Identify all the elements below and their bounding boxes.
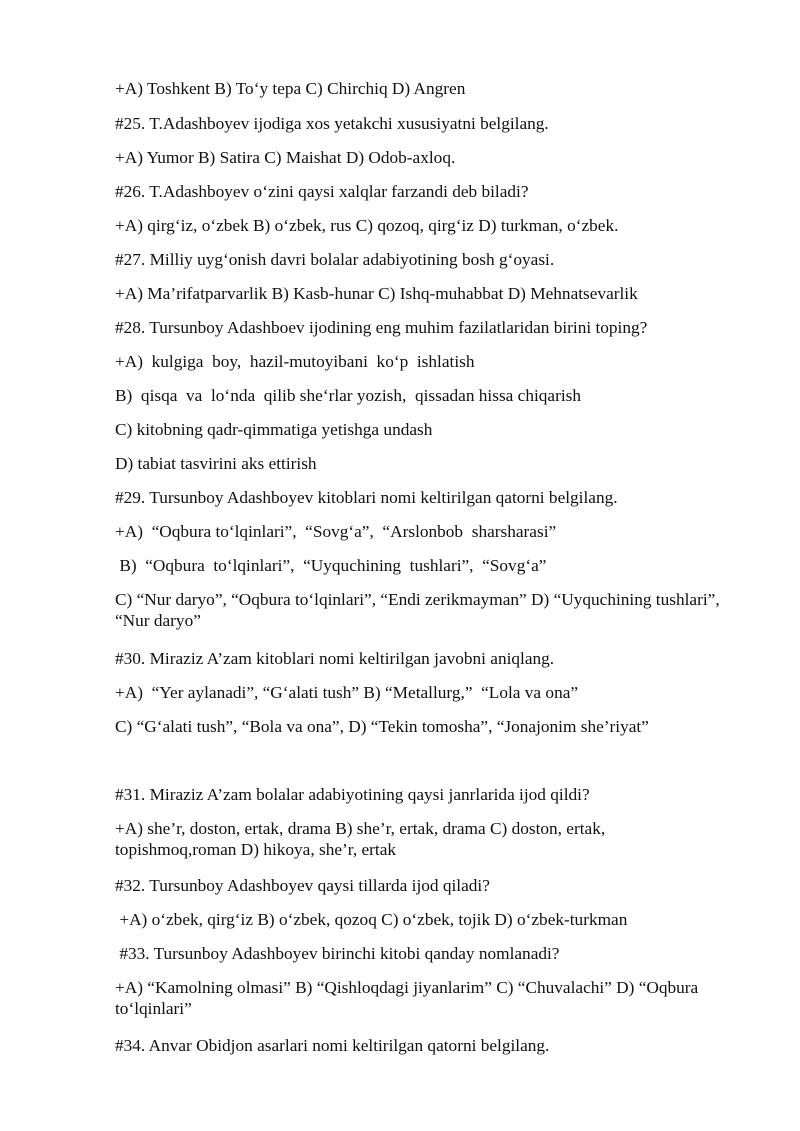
answer-28-option-b: B) qisqa va lo‘nda qilib she‘rlar yozish, qissadan hissa chiqarish [115,386,582,405]
answer-32-options: +A) o‘zbek, qirg‘iz B) o‘zbek, qozoq C) o‘zbek, tojik D) o‘zbek-turkman [115,910,628,929]
answer-28-option-d: D) tabiat tasvirini aks ettirish [115,454,317,473]
answer-31-options: +A) she’r, doston, ertak, drama B) she’r, ertak, drama C) doston, ertak, topishmoq,roman D) hikoya, she’r, ertak [115,819,606,859]
answer-line-24: +A) Toshkent B) To‘y tepa C) Chirchiq D) Angren [115,79,466,98]
question-33: #33. Tursunboy Adashboyev birinchi kitobi qanday nomlanadi? [115,944,560,963]
question-26: #26. T.Adashboyev o‘zini qaysi xalqlar farzandi deb biladi? [115,182,529,201]
answer-28-option-a: +A) kulgiga boy, hazil-mutoyibani ko‘p ishlatish [115,352,475,371]
question-28: #28. Tursunboy Adashboev ijodining eng muhim fazilatlaridan birini toping? [115,318,648,337]
answer-line-25: +A) Yumor B) Satira C) Maishat D) Odob-axloq. [115,148,456,167]
question-31: #31. Miraziz A’zam bolalar adabiyotining qaysi janrlarida ijod qildi? [115,785,590,804]
answer-line-27: +A) Ma’rifatparvarlik B) Kasb-hunar C) Ishq-muhabbat D) Mehnatsevarlik [115,284,638,303]
answer-28-option-c: C) kitobning qadr-qimmatiga yetishga undash [115,420,433,439]
question-34: #34. Anvar Obidjon asarlari nomi keltirilgan qatorni belgilang. [115,1036,550,1055]
question-25: #25. T.Adashboyev ijodiga xos yetakchi xususiyatni belgilang. [115,114,549,133]
answer-30-option-c-d: C) “G‘alati tush”, “Bola va ona”, D) “Tekin tomosha”, “Jonajonim she’riyat” [115,717,649,736]
question-27: #27. Milliy uyg‘onish davri bolalar adabiyotining bosh g‘oyasi. [115,250,555,269]
question-29: #29. Tursunboy Adashboyev kitoblari nomi keltirilgan qatorni belgilang. [115,488,618,507]
answer-29-option-b: B) “Oqbura to‘lqinlari”, “Uyquchining tushlari”, “Sovg‘a” [115,556,547,575]
answer-line-26: +A) qirg‘iz, o‘zbek B) o‘zbek, rus C) qozoq, qirg‘iz D) turkman, o‘zbek. [115,216,619,235]
question-32: #32. Tursunboy Adashboyev qaysi tillarda ijod qiladi? [115,876,490,895]
question-30: #30. Miraziz A’zam kitoblari nomi keltirilgan javobni aniqlang. [115,649,555,668]
answer-33-options: +A) “Kamolning olmasi” B) “Qishloqdagi jiyanlarim” C) “Chuvalachi” D) “Oqbura to‘lqinlari” [115,978,699,1018]
answer-29-option-a: +A) “Oqbura to‘lqinlari”, “Sovg‘a”, “Arslonbob sharsharasi” [115,522,557,541]
answer-30-option-a-b: +A) “Yer aylanadi”, “G‘alati tush” B) “Metallurg,” “Lola va ona” [115,683,579,702]
answer-29-option-c-d: C) “Nur daryo”, “Oqbura to‘lqinlari”, “Endi zerikmayman” D) “Uyquchining tushlari”, “Nur daryo” [115,590,720,630]
